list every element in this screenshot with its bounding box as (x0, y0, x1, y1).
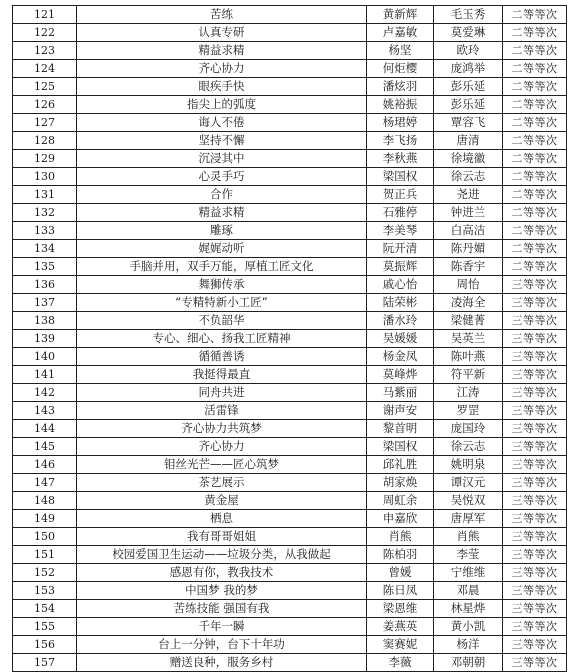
cell-number: 140 (13, 348, 77, 366)
cell-advisor: 徐云志 (434, 168, 503, 186)
cell-work-title: 认真专研 (77, 24, 367, 42)
cell-number: 148 (13, 492, 77, 510)
cell-number: 133 (13, 222, 77, 240)
table-row (13, 546, 567, 564)
cell-number: 124 (13, 60, 77, 78)
cell-award-level: 二等等次 (503, 132, 567, 150)
cell-work-title: 齐心协力 (77, 438, 367, 456)
cell-advisor: 黄小凯 (434, 618, 503, 636)
cell-work-title: 栖息 (77, 510, 367, 528)
cell-author: 卢嘉敏 (367, 24, 434, 42)
cell-work-title: 娓娓动听 (77, 240, 367, 258)
table-row (13, 438, 567, 456)
cell-advisor: 符平新 (434, 366, 503, 384)
table-row (13, 132, 567, 150)
table-row (13, 582, 567, 600)
cell-advisor: 姚明泉 (434, 456, 503, 474)
cell-author: 吴媛媛 (367, 330, 434, 348)
cell-author: 梁国权 (367, 438, 434, 456)
cell-number: 123 (13, 42, 77, 60)
cell-advisor: 杨洋 (434, 636, 503, 654)
cell-award-level: 三等等次 (503, 402, 567, 420)
table-row (13, 456, 567, 474)
cell-award-level: 三等等次 (503, 528, 567, 546)
cell-award-level: 二等等次 (503, 186, 567, 204)
cell-work-title: 指尖上的弧度 (77, 96, 367, 114)
cell-award-level: 三等等次 (503, 474, 567, 492)
table-row (13, 618, 567, 636)
cell-work-title: 中国梦 我的梦 (77, 582, 367, 600)
cell-work-title: 齐心协力共筑梦 (77, 420, 367, 438)
cell-work-title: 手脑并用，双手万能，厚植工匠文化 (77, 258, 367, 276)
cell-award-level: 三等等次 (503, 492, 567, 510)
cell-award-level: 三等等次 (503, 384, 567, 402)
cell-advisor: 彭乐延 (434, 78, 503, 96)
table-row (13, 510, 567, 528)
table-row (13, 654, 567, 672)
cell-award-level: 三等等次 (503, 348, 567, 366)
cell-author: 邱礼胜 (367, 456, 434, 474)
cell-author: 莫振辉 (367, 258, 434, 276)
table-row (13, 366, 567, 384)
cell-award-level: 三等等次 (503, 312, 567, 330)
cell-number: 147 (13, 474, 77, 492)
cell-author: 李飞扬 (367, 132, 434, 150)
cell-number: 143 (13, 402, 77, 420)
cell-number: 137 (13, 294, 77, 312)
cell-advisor: 欧玲 (434, 42, 503, 60)
cell-award-level: 三等等次 (503, 294, 567, 312)
cell-award-level: 二等等次 (503, 168, 567, 186)
cell-work-title: 沉浸其中 (77, 150, 367, 168)
table-row (13, 330, 567, 348)
cell-author: 周虹余 (367, 492, 434, 510)
table-row (13, 312, 567, 330)
cell-author: 阮开清 (367, 240, 434, 258)
cell-author: 杨金凤 (367, 348, 434, 366)
table-row (13, 186, 567, 204)
cell-work-title: 活雷锋 (77, 402, 367, 420)
table-row (13, 528, 567, 546)
cell-advisor: 吴悦双 (434, 492, 503, 510)
cell-author: 姚裕振 (367, 96, 434, 114)
table-row (13, 96, 567, 114)
cell-award-level: 二等等次 (503, 222, 567, 240)
cell-author: 梁国权 (367, 168, 434, 186)
table-row (13, 420, 567, 438)
cell-award-level: 三等等次 (503, 456, 567, 474)
cell-author: 贺正兵 (367, 186, 434, 204)
cell-award-level: 三等等次 (503, 654, 567, 672)
cell-work-title: 眼疾手快 (77, 78, 367, 96)
cell-advisor: 彭乐延 (434, 96, 503, 114)
cell-work-title: 合作 (77, 186, 367, 204)
cell-number: 128 (13, 132, 77, 150)
cell-number: 122 (13, 24, 77, 42)
cell-author: 潘炫羽 (367, 78, 434, 96)
cell-award-level: 三等等次 (503, 564, 567, 582)
cell-work-title: 诲人不倦 (77, 114, 367, 132)
cell-advisor: 陈叶燕 (434, 348, 503, 366)
table-row (13, 636, 567, 654)
award-table-body (13, 6, 567, 672)
cell-advisor: 吴英兰 (434, 330, 503, 348)
table-row (13, 222, 567, 240)
table-row (13, 6, 567, 24)
table-row (13, 258, 567, 276)
cell-author: 李薇 (367, 654, 434, 672)
table-row (13, 42, 567, 60)
cell-advisor: 李莹 (434, 546, 503, 564)
table-row (13, 78, 567, 96)
cell-work-title: 苦练 (77, 6, 367, 24)
cell-work-title: 专心、细心、扬我工匠精神 (77, 330, 367, 348)
table-row (13, 294, 567, 312)
cell-advisor: 陈丹媚 (434, 240, 503, 258)
cell-advisor: 唐厚军 (434, 510, 503, 528)
cell-author: 莫峰烨 (367, 366, 434, 384)
cell-award-level: 三等等次 (503, 276, 567, 294)
cell-number: 121 (13, 6, 77, 24)
cell-advisor: 谭汉元 (434, 474, 503, 492)
cell-advisor: 罗罡 (434, 402, 503, 420)
cell-author: 李秋燕 (367, 150, 434, 168)
cell-award-level: 三等等次 (503, 438, 567, 456)
cell-author: 姜燕英 (367, 618, 434, 636)
cell-work-title: 我有哥哥姐姐 (77, 528, 367, 546)
cell-work-title: 钼丝光芒——匠心筑梦 (77, 456, 367, 474)
cell-author: 曾媛 (367, 564, 434, 582)
cell-work-title: 坚持不懈 (77, 132, 367, 150)
table-row (13, 276, 567, 294)
cell-number: 136 (13, 276, 77, 294)
cell-number: 139 (13, 330, 77, 348)
cell-advisor: 徐云志 (434, 438, 503, 456)
cell-work-title: 精益求精 (77, 204, 367, 222)
cell-advisor: 宁维维 (434, 564, 503, 582)
cell-number: 132 (13, 204, 77, 222)
cell-author: 石雅停 (367, 204, 434, 222)
cell-number: 126 (13, 96, 77, 114)
cell-number: 144 (13, 420, 77, 438)
cell-advisor: 钟进兰 (434, 204, 503, 222)
cell-number: 153 (13, 582, 77, 600)
cell-work-title: 同舟共进 (77, 384, 367, 402)
cell-work-title: 黄金屋 (77, 492, 367, 510)
table-row (13, 492, 567, 510)
cell-advisor: 陈香宇 (434, 258, 503, 276)
cell-award-level: 二等等次 (503, 204, 567, 222)
cell-author: 何炬樱 (367, 60, 434, 78)
cell-award-level: 三等等次 (503, 600, 567, 618)
cell-award-level: 二等等次 (503, 150, 567, 168)
cell-number: 155 (13, 618, 77, 636)
cell-author: 戚心怡 (367, 276, 434, 294)
cell-advisor: 毛玉秀 (434, 6, 503, 24)
cell-award-level: 三等等次 (503, 366, 567, 384)
cell-number: 138 (13, 312, 77, 330)
table-row (13, 150, 567, 168)
cell-number: 134 (13, 240, 77, 258)
cell-advisor: 莫爱琳 (434, 24, 503, 42)
cell-award-level: 二等等次 (503, 60, 567, 78)
award-list-sheet (12, 5, 567, 672)
cell-author: 黎首明 (367, 420, 434, 438)
table-row (13, 204, 567, 222)
cell-award-level: 三等等次 (503, 636, 567, 654)
cell-advisor: 庞鸿举 (434, 60, 503, 78)
table-row (13, 114, 567, 132)
cell-number: 157 (13, 654, 77, 672)
cell-author: 陆荣彬 (367, 294, 434, 312)
cell-advisor: 覃容飞 (434, 114, 503, 132)
table-row (13, 240, 567, 258)
cell-author: 李美琴 (367, 222, 434, 240)
cell-award-level: 三等等次 (503, 546, 567, 564)
cell-advisor: 梁健菁 (434, 312, 503, 330)
cell-advisor: 徐境徽 (434, 150, 503, 168)
cell-author: 马紫丽 (367, 384, 434, 402)
cell-author: 申嘉欣 (367, 510, 434, 528)
cell-number: 152 (13, 564, 77, 582)
cell-number: 135 (13, 258, 77, 276)
cell-advisor: 尧进 (434, 186, 503, 204)
table-row (13, 24, 567, 42)
cell-award-level: 二等等次 (503, 114, 567, 132)
cell-work-title: 台上一分钟，台下十年功 (77, 636, 367, 654)
cell-number: 149 (13, 510, 77, 528)
cell-work-title: 赠送良种，服务乡村 (77, 654, 367, 672)
cell-number: 131 (13, 186, 77, 204)
table-row (13, 600, 567, 618)
cell-work-title: 循循善诱 (77, 348, 367, 366)
cell-number: 130 (13, 168, 77, 186)
cell-award-level: 二等等次 (503, 6, 567, 24)
cell-award-level: 二等等次 (503, 78, 567, 96)
cell-number: 151 (13, 546, 77, 564)
cell-work-title: 齐心协力 (77, 60, 367, 78)
cell-author: 胡家焕 (367, 474, 434, 492)
cell-award-level: 三等等次 (503, 582, 567, 600)
cell-advisor: 肖熊 (434, 528, 503, 546)
cell-work-title: 我挺得最直 (77, 366, 367, 384)
cell-author: 梁恩维 (367, 600, 434, 618)
cell-work-title: 校园爱国卫生运动——垃圾分类，从我做起 (77, 546, 367, 564)
cell-number: 141 (13, 366, 77, 384)
cell-work-title: 不负韶华 (77, 312, 367, 330)
cell-advisor: 庞国玲 (434, 420, 503, 438)
cell-number: 156 (13, 636, 77, 654)
cell-work-title: 千年一瞬 (77, 618, 367, 636)
cell-work-title: 雕琢 (77, 222, 367, 240)
cell-author: 杨坚 (367, 42, 434, 60)
cell-work-title: 感恩有你，教我技术 (77, 564, 367, 582)
cell-award-level: 三等等次 (503, 618, 567, 636)
cell-author: 黄新辉 (367, 6, 434, 24)
cell-number: 150 (13, 528, 77, 546)
cell-number: 125 (13, 78, 77, 96)
cell-number: 129 (13, 150, 77, 168)
cell-work-title: 精益求精 (77, 42, 367, 60)
cell-author: 肖熊 (367, 528, 434, 546)
table-row (13, 168, 567, 186)
cell-author: 陈日凤 (367, 582, 434, 600)
cell-award-level: 三等等次 (503, 330, 567, 348)
cell-award-level: 二等等次 (503, 96, 567, 114)
cell-number: 145 (13, 438, 77, 456)
cell-advisor: 凌海全 (434, 294, 503, 312)
cell-advisor: 白高洁 (434, 222, 503, 240)
cell-number: 127 (13, 114, 77, 132)
cell-work-title: “专精特新小工匠” (77, 294, 367, 312)
cell-award-level: 二等等次 (503, 42, 567, 60)
cell-advisor: 周怡 (434, 276, 503, 294)
award-table (12, 5, 567, 672)
cell-advisor: 江涛 (434, 384, 503, 402)
cell-work-title: 茶艺展示 (77, 474, 367, 492)
cell-advisor: 林星烨 (434, 600, 503, 618)
cell-advisor: 邓朝朝 (434, 654, 503, 672)
cell-advisor: 唐清 (434, 132, 503, 150)
cell-number: 154 (13, 600, 77, 618)
table-row (13, 474, 567, 492)
cell-award-level: 二等等次 (503, 258, 567, 276)
cell-number: 142 (13, 384, 77, 402)
cell-award-level: 三等等次 (503, 420, 567, 438)
cell-number: 146 (13, 456, 77, 474)
cell-award-level: 三等等次 (503, 510, 567, 528)
table-row (13, 348, 567, 366)
cell-author: 窦赛妮 (367, 636, 434, 654)
table-row (13, 402, 567, 420)
table-row (13, 60, 567, 78)
cell-work-title: 舞狮传承 (77, 276, 367, 294)
table-row (13, 564, 567, 582)
cell-author: 杨珺婷 (367, 114, 434, 132)
table-row (13, 384, 567, 402)
cell-award-level: 二等等次 (503, 240, 567, 258)
cell-author: 陈柏羽 (367, 546, 434, 564)
cell-author: 谢声安 (367, 402, 434, 420)
cell-award-level: 二等等次 (503, 24, 567, 42)
cell-work-title: 苦练技能 强国有我 (77, 600, 367, 618)
cell-advisor: 邓晨 (434, 582, 503, 600)
cell-author: 潘水玲 (367, 312, 434, 330)
cell-work-title: 心灵手巧 (77, 168, 367, 186)
